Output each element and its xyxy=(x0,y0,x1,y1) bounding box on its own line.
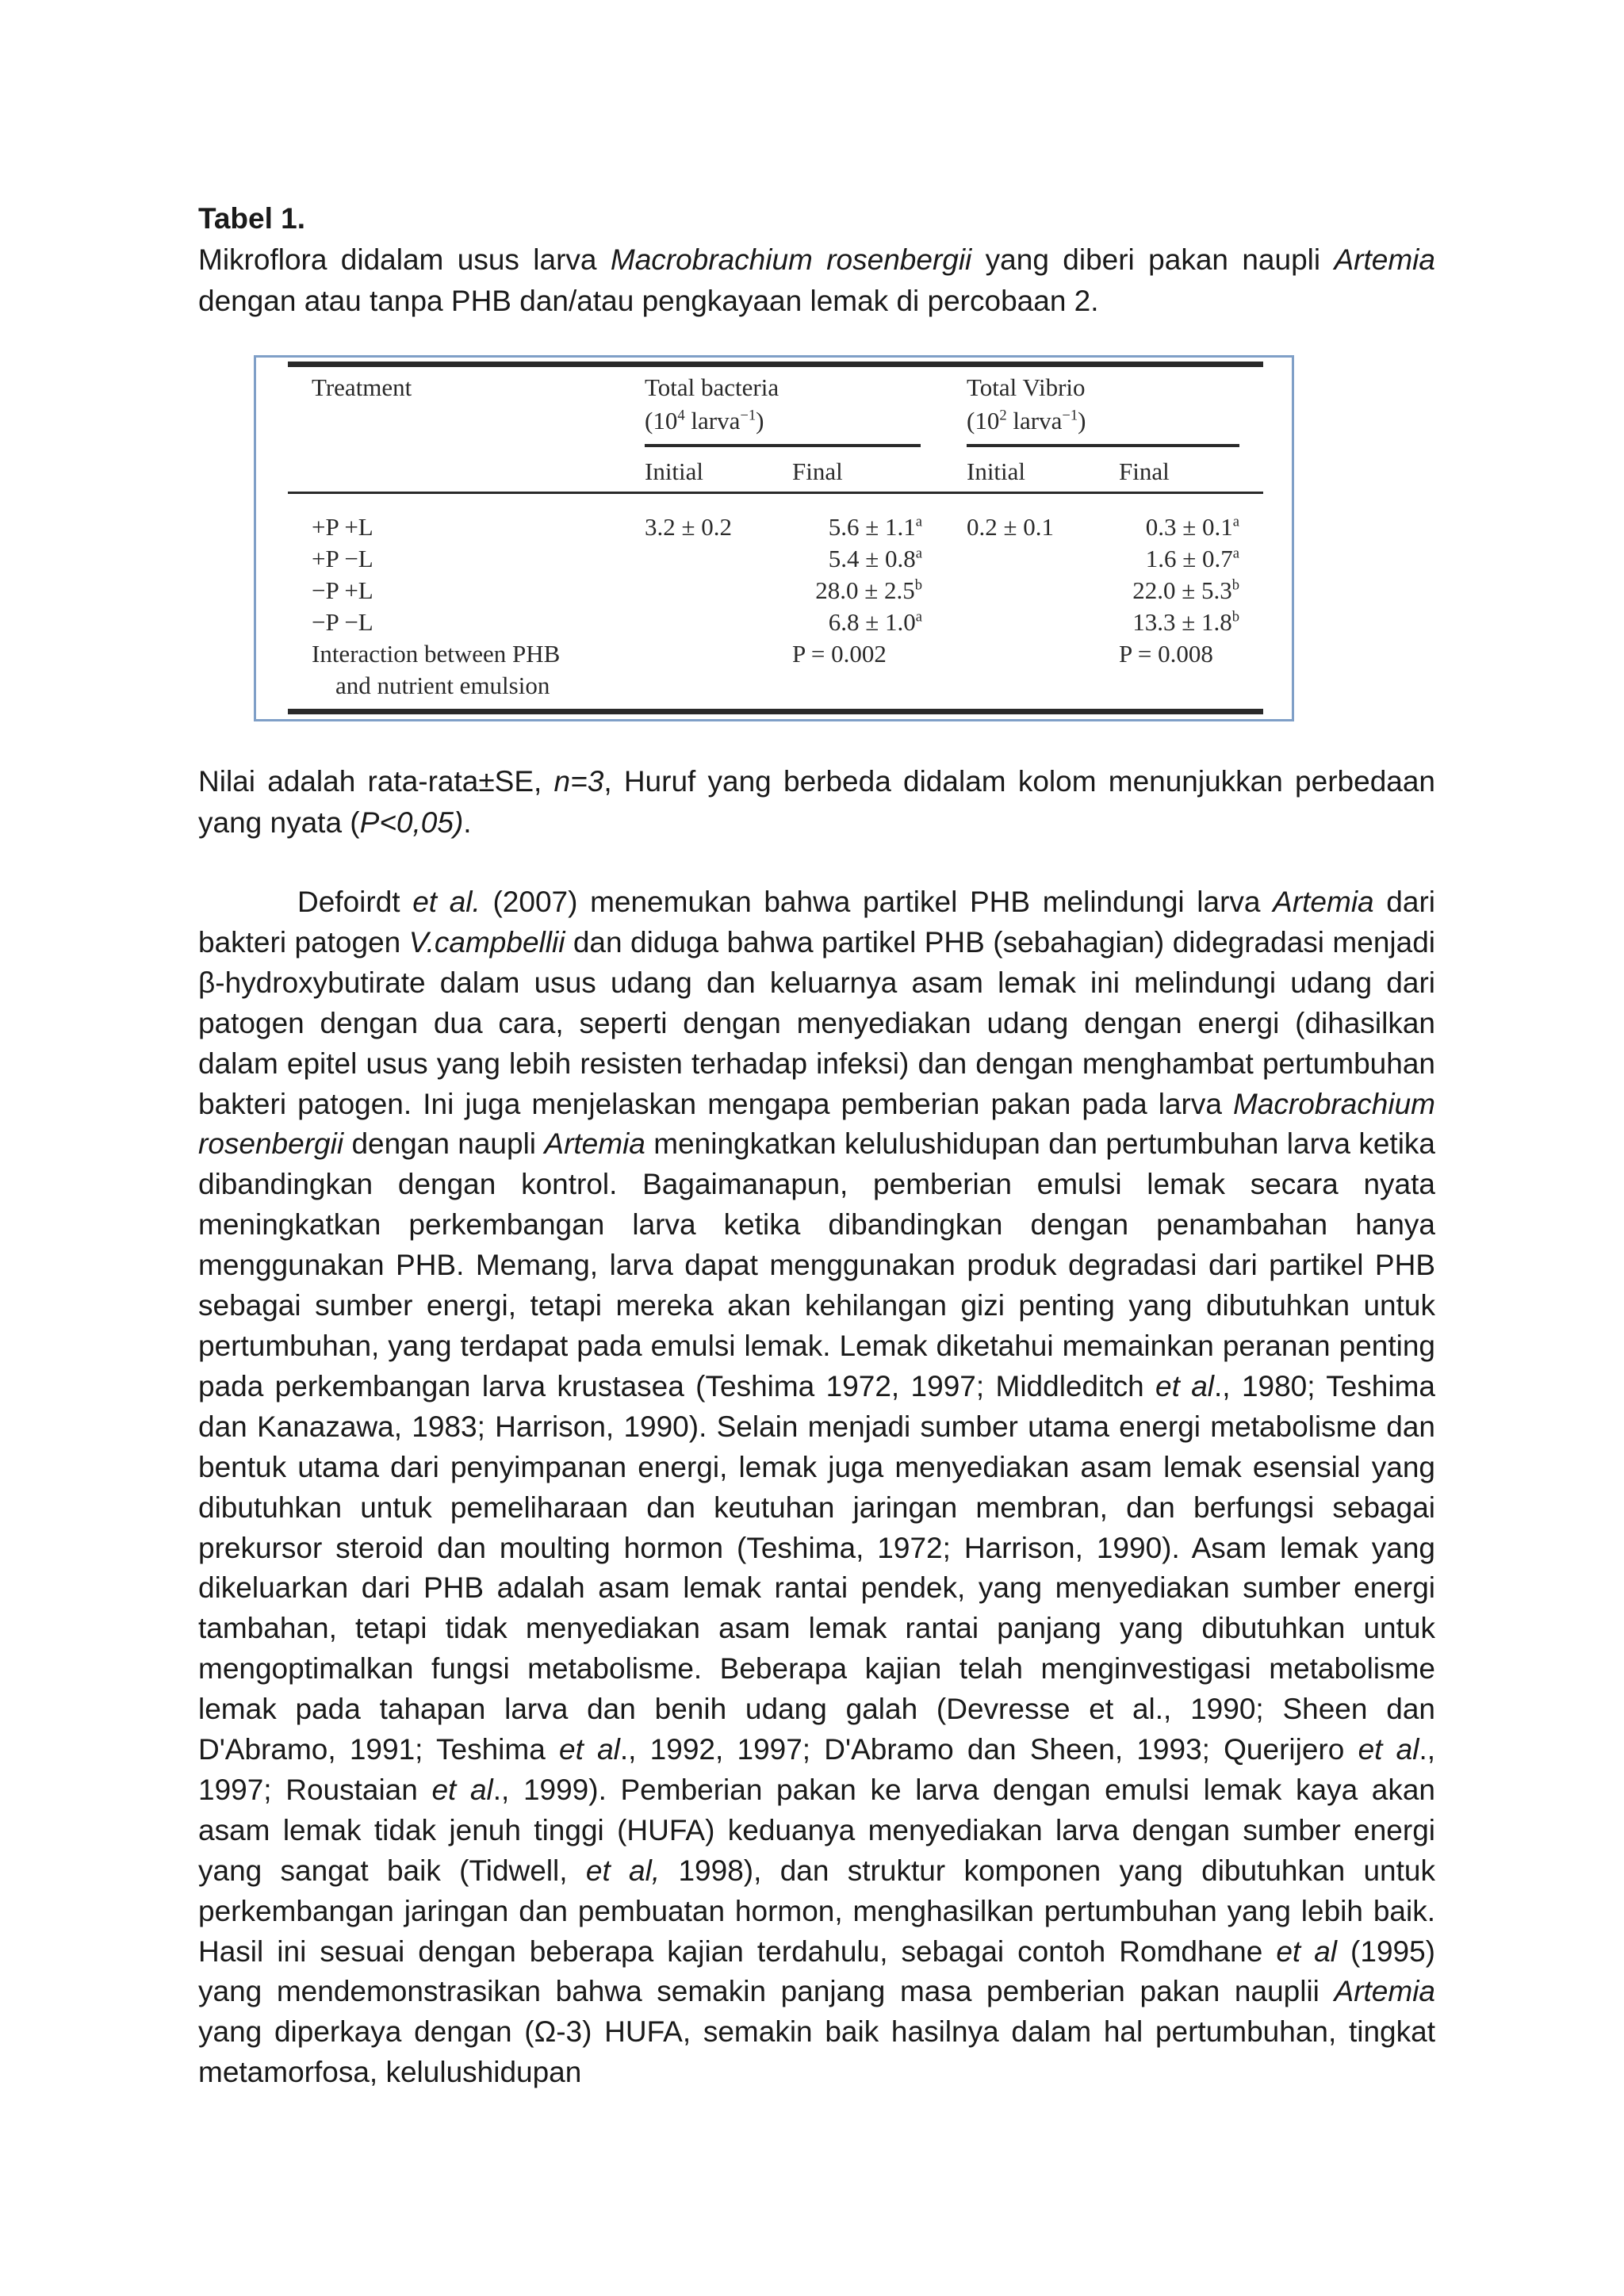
body-paragraph xyxy=(198,882,1435,2093)
row-treatment: +P −L xyxy=(312,545,373,572)
row-vib-final xyxy=(1081,576,1239,606)
note-part: Nilai adalah rata-rata±SE, xyxy=(198,765,554,798)
caption-part: Mikroflora didalam usus larva xyxy=(198,243,611,276)
header-total-bacteria: Total bacteria xyxy=(645,373,779,401)
bacteria-spanner-rule xyxy=(645,444,921,447)
value: 13.3 ± 1.8 xyxy=(1132,608,1232,636)
table-image-frame xyxy=(254,355,1294,721)
caption-artemia: Artemia xyxy=(1334,243,1435,276)
unit-exp: 2 xyxy=(999,407,1007,424)
unit-part: (10 xyxy=(645,407,678,434)
sig-letter: b xyxy=(1231,608,1239,626)
table-bottom-rule xyxy=(288,709,1263,714)
row-bact-final xyxy=(764,607,922,637)
text-run: dengan naupli xyxy=(343,1127,545,1161)
table-top-rule xyxy=(288,362,1263,367)
value: 22.0 ± 5.3 xyxy=(1132,576,1232,604)
interaction-vib-p: P = 0.008 xyxy=(1119,640,1213,668)
unit-exp: −1 xyxy=(1062,407,1078,424)
header-vibrio-unit xyxy=(967,406,1086,436)
text-run: 1998), dan struktur komponen yang dibutuhkan untuk perkembangan jaringan dan pembuatan hormon, menghasilkan pertumbuhan yang lebih baik. Hasil ini sesuai dengan beberapa kajian terdahulu, sebagai contoh Romdhane xyxy=(198,1854,1435,1968)
row-vib-final xyxy=(1081,607,1239,637)
note-p: P<0,05) xyxy=(359,806,464,839)
text-run: Defoirdt xyxy=(297,886,413,918)
header-bottom-rule xyxy=(288,492,1263,494)
text-run-italic: Macrobrachium rosenbergii xyxy=(198,1087,1435,1161)
sig-letter: b xyxy=(1231,576,1239,594)
row-treatment: −P −L xyxy=(312,608,373,636)
text-run: (1995) yang mendemonstrasikan bahwa semakin panjang masa pemberian pakan nauplii xyxy=(198,1934,1436,2008)
caption-part: yang diberi pakan naupli xyxy=(971,243,1335,276)
interaction-label: Interaction between PHB xyxy=(312,640,561,668)
text-run: (2007) menemukan bahwa partikel PHB melindungi larva xyxy=(480,886,1274,918)
text-run: meningkatkan kelulushidupan dan pertumbuhan larva ketika dibandingkan dengan kontrol. Bagaimanapun, pemberian emulsi lemak secara nyata meningkatkan perkembangan larva ketika dibandingkan dengan penambahan hanya menggunakan PHB. Memang, larva dapat menggunakan produk degradasi dari partikel PHB sebagai sumber energi, tetapi mereka akan kehilangan gizi penting yang dibutuhkan untuk pertumbuhan, yang terdapat pada emulsi lemak. Lemak diketahui memainkan peranan penting pada perkembangan larva krustasea (Teshima 1972, 1997; Middleditch xyxy=(198,1127,1435,1402)
text-run-italic: et al xyxy=(431,1773,493,1806)
table-caption-text xyxy=(198,239,1435,322)
sig-letter: a xyxy=(1232,513,1239,530)
unit-part: larva xyxy=(1006,407,1063,434)
row-vib-initial: 0.2 ± 0.1 xyxy=(967,513,1055,541)
header-bacteria-initial: Initial xyxy=(645,457,704,485)
note-part: . xyxy=(463,806,472,839)
row-vib-final xyxy=(1081,544,1239,574)
text-run: dari bakteri patogen xyxy=(198,886,1435,959)
text-run: yang diperkaya dengan (Ω-3) HUFA, semakin baik hasilnya dalam hal pertumbuhan, tingkat metamorfosa, kelulushidupan xyxy=(198,2015,1435,2089)
text-run-italic: et al, xyxy=(585,1854,661,1887)
row-vib-final xyxy=(1081,512,1239,542)
sig-letter: a xyxy=(915,513,922,530)
text-run-italic: et al. xyxy=(412,886,481,918)
header-total-vibrio: Total Vibrio xyxy=(967,373,1086,401)
header-bacteria-unit xyxy=(645,406,764,436)
row-bact-final xyxy=(764,544,922,574)
value: 5.4 ± 0.8 xyxy=(828,545,916,572)
unit-part: larva xyxy=(684,407,741,434)
text-run-italic: et al xyxy=(1276,1934,1338,1968)
sig-letter: a xyxy=(915,608,922,626)
sig-letter: a xyxy=(1232,545,1239,562)
text-run-italic: Artemia xyxy=(544,1127,645,1161)
header-treatment: Treatment xyxy=(312,373,412,401)
value: 28.0 ± 2.5 xyxy=(815,576,915,604)
row-bact-final xyxy=(764,576,922,606)
vibrio-spanner-rule xyxy=(967,444,1239,447)
header-vibrio-initial: Initial xyxy=(967,457,1026,485)
text-run: ., 1999). Pemberian pakan ke larva dengan emulsi lemak kaya akan asam lemak tidak jenuh tinggi (HUFA) keduanya menyediakan larva dengan sumber energi yang sangat baik (Tidwell, xyxy=(198,1773,1436,1887)
sig-letter: a xyxy=(915,545,922,562)
interaction-label-cont: and nutrient emulsion xyxy=(335,672,550,699)
text-run-italic: et al xyxy=(559,1733,620,1766)
value: 5.6 ± 1.1 xyxy=(828,513,916,541)
unit-exp: −1 xyxy=(740,407,756,424)
value: 0.3 ± 0.1 xyxy=(1145,513,1233,541)
text-run-italic: V.campbellii xyxy=(408,925,565,959)
table-note xyxy=(198,761,1435,844)
row-treatment: +P +L xyxy=(312,513,373,541)
unit-part: ) xyxy=(1078,407,1086,434)
table-caption-label: Tabel 1. xyxy=(198,202,306,235)
caption-part: dengan atau tanpa PHB dan/atau pengkayaan lemak di percobaan 2. xyxy=(198,285,1099,317)
text-run-italic: Artemia xyxy=(1334,1975,1435,2008)
data-table xyxy=(288,362,1263,715)
header-vibrio-final: Final xyxy=(1119,457,1170,485)
unit-exp: 4 xyxy=(677,407,685,424)
sig-letter: b xyxy=(914,576,922,594)
header-bacteria-final: Final xyxy=(792,457,843,485)
text-run-italic: Artemia xyxy=(1273,886,1374,918)
unit-part: ) xyxy=(756,407,764,434)
text-run: ., 1997; Roustaian xyxy=(198,1733,1436,1806)
row-bact-initial: 3.2 ± 0.2 xyxy=(645,513,733,541)
text-run-italic: et al xyxy=(1155,1369,1215,1402)
row-treatment: −P +L xyxy=(312,576,373,604)
unit-part: (10 xyxy=(967,407,1000,434)
value: 6.8 ± 1.0 xyxy=(828,608,916,636)
text-run: ., 1992, 1997; D'Abramo dan Sheen, 1993; Querijero xyxy=(619,1733,1358,1766)
text-run-italic: et al xyxy=(1358,1733,1419,1766)
caption-species: Macrobrachium rosenbergii xyxy=(610,243,972,276)
row-bact-final xyxy=(764,512,922,542)
value: 1.6 ± 0.7 xyxy=(1145,545,1233,572)
text-run: ., 1980; Teshima dan Kanazawa, 1983; Harrison, 1990). Selain menjadi sumber utama energi metabolisme dan bentuk utama dari penyimpanan energi, lemak juga menyediakan asam lemak esensial yang dibutuhkan untuk pemeliharaan dan keutuhan jaringan membran, dan berfungsi sebagai prekursor steroid dan moulting hormon (Teshima, 1972; Harrison, 1990). Asam lemak yang dikeluarkan dari PHB adalah asam lemak rantai pendek, yang menyediakan sumber energi tambahan, tetapi tidak menyediakan asam lemak rantai panjang yang dibutuhkan untuk mengoptimalkan fungsi metabolisme. Beberapa kajian telah menginvestigasi metabolisme lemak pada tahapan larva dan benih udang galah (Devresse et al., 1990; Sheen dan D'Abramo, 1991; Teshima xyxy=(198,1369,1435,1766)
note-n: n=3 xyxy=(553,765,604,798)
note-part: , Huruf yang berbeda didalam kolom menunjukkan perbedaan yang nyata ( xyxy=(198,765,1436,839)
text-run: dan diduga bahwa partikel PHB (sebahagian) didegradasi menjadi β-hydroxybutirate dalam usus udang dan keluarnya asam lemak ini melindungi udang dari patogen dengan dua cara, seperti dengan menyediakan udang dengan energi (dihasilkan dalam epitel usus yang lebih resisten terhadap infeksi) dan dengan menghambat pertumbuhan bakteri patogen. Ini juga menjelaskan mengapa pemberian pakan pada larva xyxy=(198,925,1436,1120)
interaction-bact-p: P = 0.002 xyxy=(792,640,887,668)
